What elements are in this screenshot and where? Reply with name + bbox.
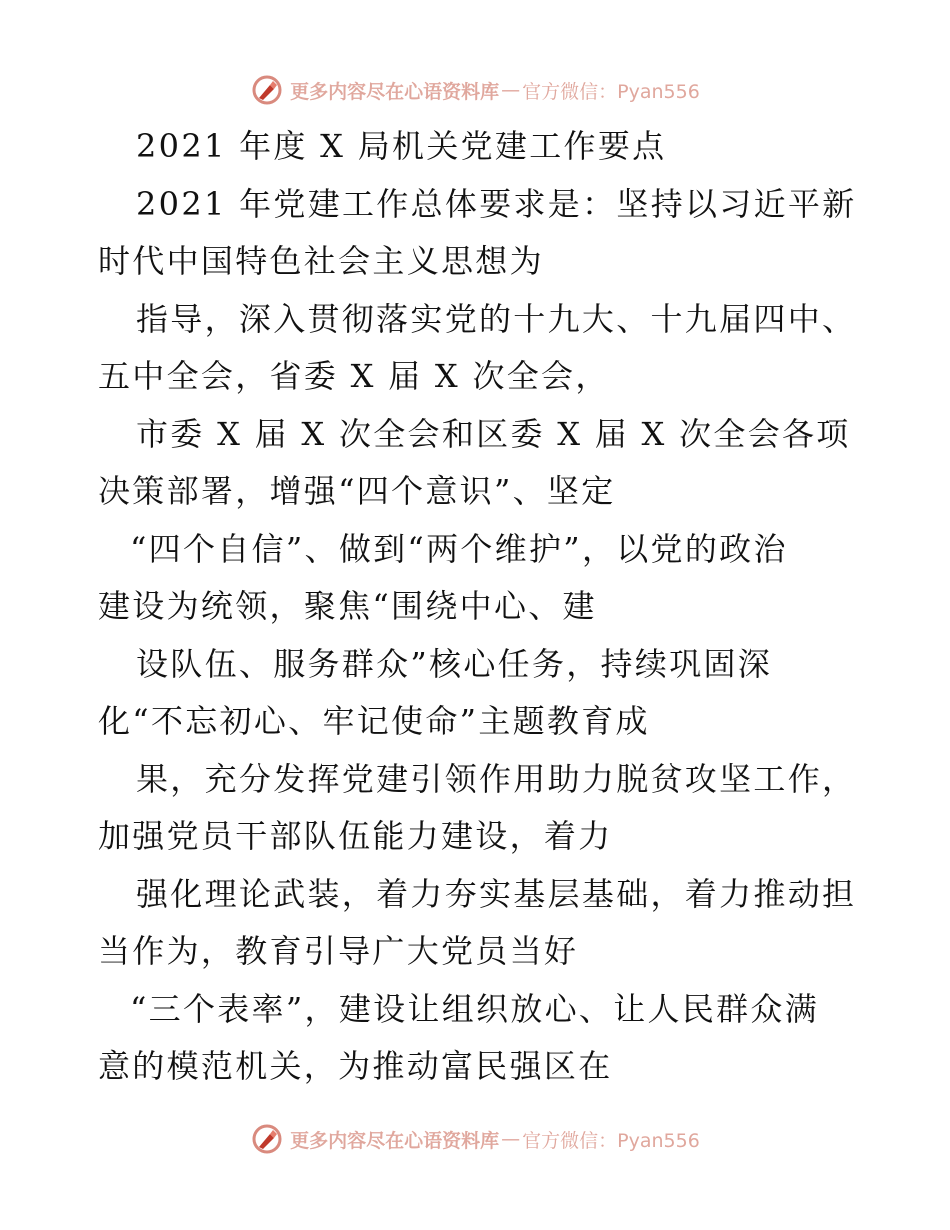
paragraph-line: 2021 年党建工作总体要求是：坚持以习近平新 bbox=[136, 184, 857, 223]
paragraph-line: 指导，深入贯彻落实党的十九大、十九届四中、 bbox=[136, 299, 857, 338]
watermark-dash: — bbox=[501, 79, 521, 101]
document-title: 2021 年度 X 局机关党建工作要点 bbox=[136, 127, 667, 165]
footer-watermark bbox=[0, 1119, 950, 1159]
watermark-main-text: 更多内容尽在心语资料库 bbox=[290, 1129, 500, 1152]
paragraph-line: 化“不忘初心、牢记使命”主题教育成 bbox=[98, 702, 650, 740]
paragraph-line: 建设为统领，聚焦“围绕中心、建 bbox=[98, 587, 597, 625]
paragraph-line: 市委 X 届 X 次全会和区委 X 届 X 次全会各项 bbox=[136, 414, 851, 453]
header-watermark bbox=[0, 70, 950, 110]
paragraph-line: “三个表率”，建设让组织放心、让人民群众满 bbox=[130, 989, 820, 1028]
paragraph-line: 果，充分发挥党建引领作用助力脱贫攻坚工作， bbox=[136, 759, 857, 798]
paragraph-line: 加强党员干部队伍能力建设，着力 bbox=[98, 817, 613, 855]
pen-nib-circle-icon bbox=[250, 73, 284, 107]
pen-nib-circle-icon bbox=[250, 1122, 284, 1156]
paragraph-line: 时代中国特色社会主义思想为 bbox=[98, 242, 544, 280]
paragraph-line: “四个自信”、做到“两个维护”，以党的政治 bbox=[130, 529, 788, 568]
paragraph-line: 强化理论武装，着力夯实基层基础，着力推动担 bbox=[136, 874, 857, 913]
watermark-dash: — bbox=[501, 1128, 521, 1150]
paragraph-line: 当作为，教育引导广大党员当好 bbox=[98, 932, 579, 970]
paragraph-line: 设队伍、服务群众”核心任务，持续巩固深 bbox=[136, 644, 773, 683]
watermark-wechat-text: 官方微信：Pyan556 bbox=[522, 80, 700, 103]
document-body bbox=[98, 118, 858, 1096]
paragraph-line: 五中全会，省委 X 届 X 次全会， bbox=[98, 357, 610, 395]
paragraph-line: 决策部署，增强“四个意识”、坚定 bbox=[98, 472, 616, 510]
paragraph-line: 意的模范机关，为推动富民强区在 bbox=[98, 1047, 613, 1085]
watermark-main-text: 更多内容尽在心语资料库 bbox=[290, 80, 500, 103]
watermark-wechat-text: 官方微信：Pyan556 bbox=[522, 1129, 700, 1152]
